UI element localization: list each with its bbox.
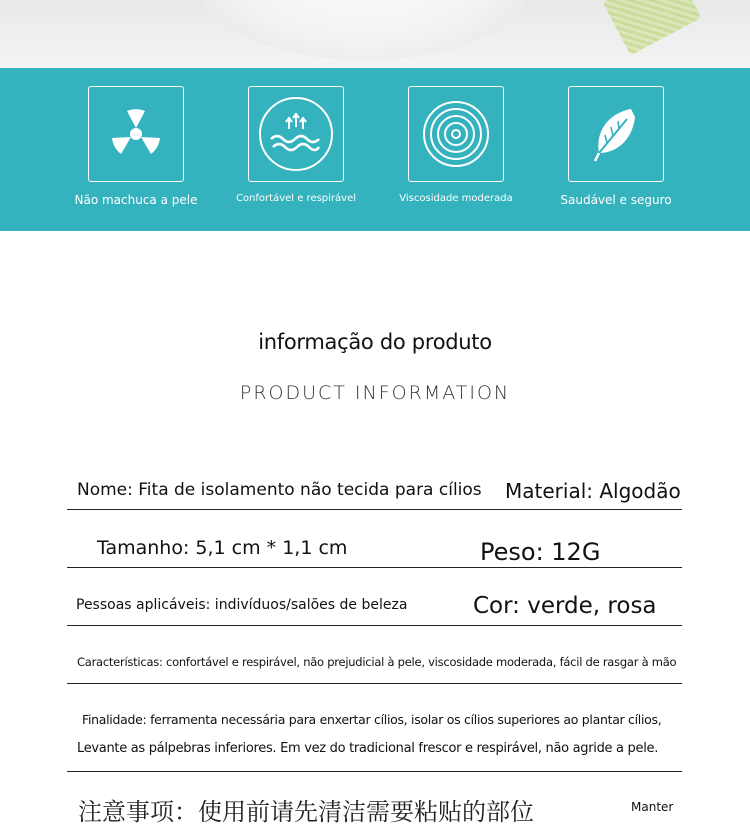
spec-material: Material: Algodão [505,479,681,503]
tape-roll-image [200,0,530,60]
spec-color: Cor: verde, rosa [473,593,657,619]
row-divider [67,509,682,510]
feature-label: Saudável e seguro [560,193,672,207]
notice-chinese: 注意事项：使用前请先清洁需要粘贴的部位 [78,798,534,826]
feature-label: Não machuca a pele [74,193,198,207]
spec-audience: Pessoas aplicáveis: indivíduos/salões de beleza [76,597,408,613]
spec-purpose-line2: Levante as pálpebras inferiores. Em vez do tradicional frescor e respirável, não agride a pele. [77,741,659,756]
product-photo-banner [0,0,750,68]
radiation-icon [88,86,184,182]
section-subtitle: PRODUCT INFORMATION [239,382,511,404]
feature-label: Confortável e respirável [235,193,357,204]
feature-viscosity [386,86,526,204]
row-divider [67,771,682,772]
feature-breathable [226,86,366,204]
row-divider [67,625,682,626]
spec-size: Tamanho: 5,1 cm * 1,1 cm [97,537,348,559]
section-title: informação do produto [258,330,492,354]
concentric-circles-icon [408,86,504,182]
feature-no-harm [66,86,206,207]
tape-strip-image [603,0,702,55]
features-band [0,68,750,231]
spec-name: Nome: Fita de isolamento não tecida para cílios [77,480,482,500]
leaf-icon [568,86,664,182]
spec-purpose-line1: Finalidade: ferramenta necessária para enxertar cílios, isolar os cílios superiores ao plantar cílios, [82,712,662,727]
feature-healthy [546,86,686,207]
feature-label: Viscosidade moderada [399,193,513,204]
spec-weight: Peso: 12G [480,538,601,566]
row-divider [67,683,682,684]
row-divider [67,567,682,568]
spec-features: Características: confortável e respirável, não prejudicial à pele, viscosidade moderada, fácil de rasgar à mão [77,655,677,669]
breathable-waves-icon [248,86,344,182]
notice-manter: Manter [631,800,674,814]
